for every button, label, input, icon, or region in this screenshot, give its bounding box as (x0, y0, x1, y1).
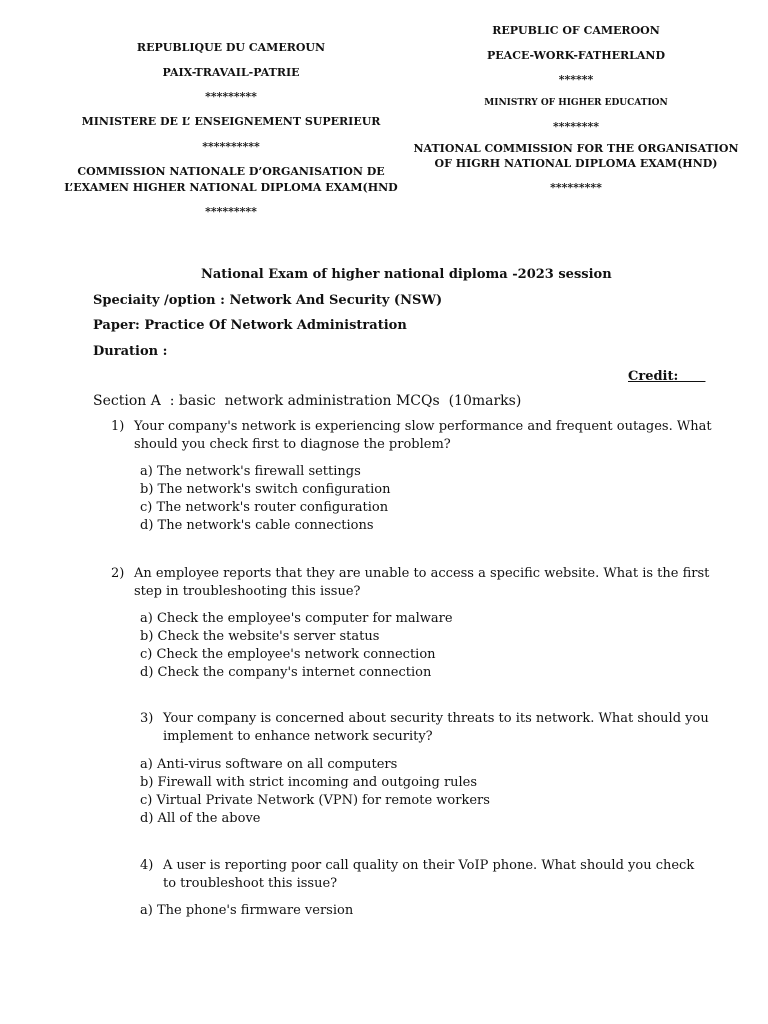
answer-option: b) The network's switch configuration (140, 482, 391, 497)
exam-paper: Paper: Practice Of Network Administration (93, 318, 407, 333)
question-text-line: Your company's network is experiencing slow performance and frequent outages. What (134, 419, 712, 434)
question-number: 4) (140, 858, 154, 873)
question-text-line: should you check first to diagnose the problem? (134, 437, 451, 452)
answer-option: b) Check the website's server status (140, 629, 380, 644)
question-number: 3) (140, 711, 154, 726)
question-text-line: implement to enhance network security? (163, 729, 433, 744)
exam-credit: Credit: (628, 369, 706, 384)
header-right-line1: REPUBLIC OF CAMEROON (492, 24, 660, 37)
header-right-separator-2: ******** (552, 120, 600, 133)
header-left-separator-2: ********** (202, 140, 260, 153)
answer-option: c) Check the employee's network connection (140, 647, 436, 662)
section-title: Section A : basic network administration MCQs (10marks) (93, 393, 522, 409)
answer-option: d) Check the company's internet connection (140, 665, 432, 680)
answer-option: a) Anti-virus software on all computers (140, 757, 398, 772)
header-right-line2: PEACE-WORK-FATHERLAND (487, 49, 665, 62)
answer-option: c) The network's router configuration (140, 500, 389, 515)
answer-option: d) The network's cable connections (140, 518, 374, 533)
question-text-line: step in troubleshooting this issue? (134, 584, 361, 599)
question-text-line: An employee reports that they are unable to access a specific website. What is the first (134, 566, 710, 581)
header-right-line5: OF HIGRH NATIONAL DIPLOMA EXAM(HND) (434, 157, 718, 170)
header-right-line4: NATIONAL COMMISSION FOR THE ORGANISATION (413, 142, 739, 155)
header-right-line3: MINISTRY OF HIGHER EDUCATION (484, 98, 668, 108)
header-left-separator-1: ********* (205, 90, 257, 103)
exam-duration: Duration : (93, 344, 168, 359)
question-number: 1) (111, 419, 125, 434)
header-left-line1: REPUBLIQUE DU CAMEROUN (136, 41, 326, 54)
answer-option: b) Firewall with strict incoming and outgoing rules (140, 775, 478, 790)
question-text-line: A user is reporting poor call quality on their VoIP phone. What should you check (163, 858, 695, 873)
answer-option: a) The phone's firmware version (140, 903, 354, 918)
question-text-line: Your company is concerned about security threats to its network. What should you (163, 711, 709, 726)
header-left-line3: MINISTERE DE L’ ENSEIGNEMENT SUPERIEUR (81, 115, 381, 128)
header-right-separator-1: ****** (558, 73, 594, 86)
question-text-line: to troubleshoot this issue? (163, 876, 338, 891)
header-left-line4: COMMISSION NATIONALE D’ORGANISATION DE (77, 165, 385, 178)
exam-title: National Exam of higher national diploma -2023 session (201, 267, 612, 282)
header-right-separator-3: ********* (550, 181, 602, 194)
question-number: 2) (111, 566, 125, 581)
answer-option: c) Virtual Private Network (VPN) for remote workers (140, 793, 490, 808)
answer-option: a) The network's firewall settings (140, 464, 361, 479)
header-left-separator-3: ********* (205, 205, 257, 218)
exam-specialty: Speciaity /option : Network And Security (NSW) (93, 293, 443, 308)
header-left-line2: PAIX-TRAVAIL-PATRIE (162, 66, 300, 79)
header-left-line5: L’EXAMEN HIGHER NATIONAL DIPLOMA EXAM(HND (64, 181, 398, 194)
answer-option: d) All of the above (140, 811, 261, 826)
answer-option: a) Check the employee's computer for malware (140, 611, 453, 626)
